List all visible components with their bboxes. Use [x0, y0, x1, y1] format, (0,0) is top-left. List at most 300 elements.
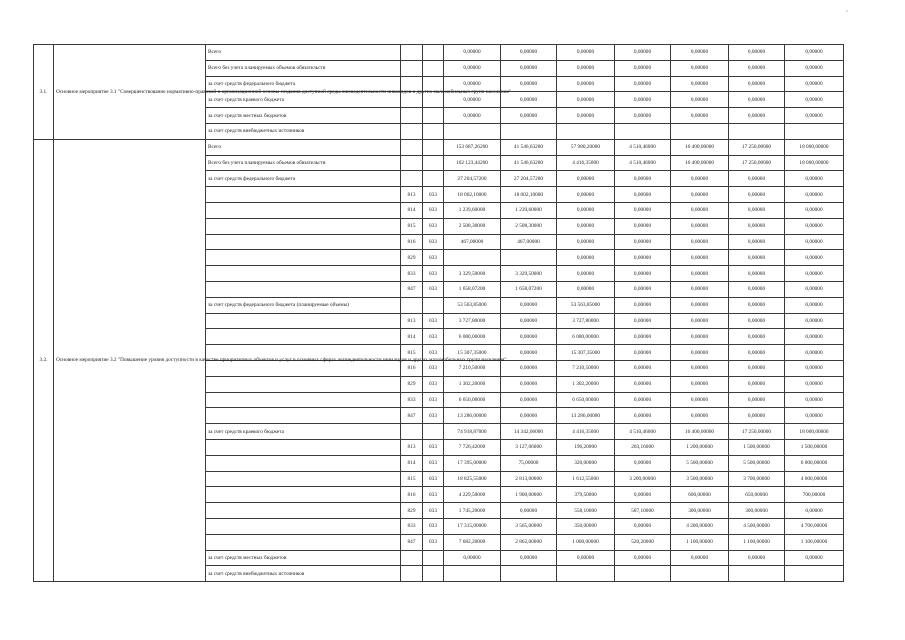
year-value: 320,00000 — [557, 455, 615, 471]
total-value: 17 395,00000 — [444, 455, 501, 471]
year-value: 0,00000 — [671, 187, 729, 203]
year-value: 300,00000 — [671, 503, 729, 519]
year-value: 0,00000 — [615, 297, 671, 313]
funding-source-label — [206, 329, 401, 345]
section-code — [423, 45, 444, 61]
year-value — [615, 123, 671, 139]
funding-source-label: за счет средств краевого бюджета — [206, 92, 401, 108]
year-value: 0,00000 — [557, 76, 615, 92]
grbs-code: 829 — [401, 503, 423, 519]
year-value: 1 500,00000 — [729, 439, 785, 455]
total-value: 17 315,00000 — [444, 518, 501, 534]
year-value: 0,00000 — [785, 313, 844, 329]
year-value: 0,00000 — [671, 313, 729, 329]
year-value: 2 813,00000 — [501, 471, 557, 487]
year-value: 17 250,00000 — [729, 139, 785, 155]
year-value: 0,00000 — [615, 360, 671, 376]
funding-source-label: за счет средств местных бюджетов — [206, 550, 401, 566]
year-value: 3 565,00000 — [501, 518, 557, 534]
year-value: 3 500,00000 — [671, 471, 729, 487]
funding-source-label — [206, 250, 401, 266]
grbs-code: 815 — [401, 471, 423, 487]
funding-source-label — [206, 439, 401, 455]
section-code: 033 — [423, 503, 444, 519]
funding-source-label — [206, 392, 401, 408]
funding-source-label — [206, 234, 401, 250]
section-code: 033 — [423, 392, 444, 408]
year-value: 0,00000 — [785, 108, 844, 124]
section-code — [423, 123, 444, 139]
year-value: 18 000,00000 — [785, 424, 844, 440]
funding-source-label — [206, 313, 401, 329]
year-value: 0,00000 — [501, 360, 557, 376]
year-value: 0,00000 — [785, 45, 844, 61]
section-code — [423, 171, 444, 187]
year-value: 600,00000 — [671, 487, 729, 503]
year-value: 0,00000 — [785, 345, 844, 361]
grbs-code: 816 — [401, 234, 423, 250]
year-value: 0,00000 — [729, 187, 785, 203]
year-value: 6 000,00000 — [785, 455, 844, 471]
total-value: 18 825,55000 — [444, 471, 501, 487]
year-value: 0,00000 — [615, 518, 671, 534]
year-value: 0,00000 — [501, 408, 557, 424]
year-value — [501, 123, 557, 139]
year-value: 196,20000 — [557, 439, 615, 455]
grbs-code: 833 — [401, 392, 423, 408]
year-value: 0,00000 — [501, 108, 557, 124]
year-value: 0,00000 — [501, 45, 557, 61]
total-value: 7 682,20000 — [444, 534, 501, 550]
year-value: 0,00000 — [671, 376, 729, 392]
year-value: 0,00000 — [785, 281, 844, 297]
year-value: 0,00000 — [785, 408, 844, 424]
year-value: 0,00000 — [501, 297, 557, 313]
funding-source-label — [206, 202, 401, 218]
year-value: 0,00000 — [557, 202, 615, 218]
year-value: 203,16000 — [615, 439, 671, 455]
page-corner-mark: , — [846, 4, 848, 13]
funding-source-label — [206, 408, 401, 424]
year-value: 3 329,50000 — [501, 266, 557, 282]
total-value: 4 229,50000 — [444, 487, 501, 503]
grbs-code: 847 — [401, 408, 423, 424]
section-code: 033 — [423, 202, 444, 218]
year-value: 75,00000 — [501, 455, 557, 471]
total-value: 0,00000 — [444, 60, 501, 76]
grbs-code: 847 — [401, 534, 423, 550]
grbs-code — [401, 171, 423, 187]
year-value: 0,00000 — [785, 171, 844, 187]
year-value: 4 500,00000 — [729, 518, 785, 534]
section-code: 033 — [423, 534, 444, 550]
year-value: 0,00000 — [501, 76, 557, 92]
section-code — [423, 550, 444, 566]
year-value: 0,00000 — [615, 266, 671, 282]
year-value — [671, 566, 729, 582]
section-code: 033 — [423, 360, 444, 376]
funding-source-label: за счет средств федерального бюджета (планируемые объемы) — [206, 297, 401, 313]
grbs-code: 813 — [401, 313, 423, 329]
year-value: 27 204,57200 — [501, 171, 557, 187]
year-value: 0,00000 — [671, 297, 729, 313]
year-value: 15 307,35000 — [557, 345, 615, 361]
year-value: 520,20000 — [615, 534, 671, 550]
year-value: 0,00000 — [671, 408, 729, 424]
year-value: 0,00000 — [615, 455, 671, 471]
grbs-code: 829 — [401, 376, 423, 392]
year-value: 0,00000 — [501, 60, 557, 76]
year-value: 0,00000 — [671, 218, 729, 234]
year-value: 0,00000 — [671, 345, 729, 361]
funding-source-label: за счет средств внебюджетных источников — [206, 123, 401, 139]
year-value: 0,00000 — [729, 266, 785, 282]
year-value: 0,00000 — [729, 171, 785, 187]
year-value: 0,00000 — [671, 329, 729, 345]
year-value: 0,00000 — [557, 266, 615, 282]
funding-source-label: Всего — [206, 45, 401, 61]
grbs-code: 829 — [401, 250, 423, 266]
year-value: 0,00000 — [729, 392, 785, 408]
year-value: 0,00000 — [729, 92, 785, 108]
funding-source-label: за счет средств краевого бюджета — [206, 424, 401, 440]
funding-source-label: за счет средств федерального бюджета — [206, 171, 401, 187]
table-row — [34, 139, 844, 155]
year-value: 467,00000 — [501, 234, 557, 250]
funding-source-label: Всего без учета планируемых объемов обязательств — [206, 60, 401, 76]
grbs-code — [401, 45, 423, 61]
year-value: 0,00000 — [501, 92, 557, 108]
funding-source-label — [206, 471, 401, 487]
year-value: 0,00000 — [785, 234, 844, 250]
year-value: 0,00000 — [729, 550, 785, 566]
total-value: 6 080,00000 — [444, 329, 501, 345]
year-value: 0,00000 — [729, 108, 785, 124]
year-value: 13 286,00000 — [557, 408, 615, 424]
year-value: 0,00000 — [671, 266, 729, 282]
section-code: 033 — [423, 439, 444, 455]
year-value: 2 508,30000 — [501, 218, 557, 234]
year-value: 0,00000 — [671, 45, 729, 61]
year-value: 0,00000 — [501, 392, 557, 408]
year-value: 379,50000 — [557, 487, 615, 503]
year-value: 4 510,46000 — [615, 139, 671, 155]
year-value: 0,00000 — [785, 503, 844, 519]
grbs-code — [401, 297, 423, 313]
year-value: 0,00000 — [557, 250, 615, 266]
total-value: 1 745,20000 — [444, 503, 501, 519]
year-value: 4 416,35000 — [557, 424, 615, 440]
year-value — [785, 566, 844, 582]
year-value: 0,00000 — [729, 408, 785, 424]
total-value: 15 307,35000 — [444, 345, 501, 361]
total-value: 7 726,42000 — [444, 439, 501, 455]
funding-source-label — [206, 376, 401, 392]
grbs-code: 814 — [401, 329, 423, 345]
total-value — [444, 566, 501, 582]
year-value: 0,00000 — [501, 550, 557, 566]
grbs-code: 814 — [401, 202, 423, 218]
grbs-code — [401, 108, 423, 124]
year-value — [557, 123, 615, 139]
total-value: 102 123,44200 — [444, 155, 501, 171]
year-value: 0,00000 — [615, 487, 671, 503]
total-value: 18 002,10000 — [444, 187, 501, 203]
year-value: 0,00000 — [671, 108, 729, 124]
year-value: 3 700,00000 — [729, 471, 785, 487]
year-value: 3 727,80000 — [557, 313, 615, 329]
year-value: 0,00000 — [557, 60, 615, 76]
section-code — [423, 139, 444, 155]
year-value: 0,00000 — [615, 218, 671, 234]
year-value: 0,00000 — [557, 92, 615, 108]
funding-source-label: Всего без учета планируемых объемов обязательств — [206, 155, 401, 171]
year-value: 0,00000 — [615, 550, 671, 566]
year-value: 6 650,00000 — [557, 392, 615, 408]
year-value: 0,00000 — [729, 60, 785, 76]
section-index: 3.1. — [34, 45, 54, 140]
year-value: 587,10000 — [615, 503, 671, 519]
total-value: 1 658,07200 — [444, 281, 501, 297]
year-value: 0,00000 — [671, 360, 729, 376]
year-value: 0,00000 — [785, 266, 844, 282]
year-value: 18 000,00000 — [785, 139, 844, 155]
total-value: 3 727,80000 — [444, 313, 501, 329]
year-value: 16 400,00000 — [671, 155, 729, 171]
section-code: 033 — [423, 518, 444, 534]
year-value: 0,00000 — [557, 108, 615, 124]
year-value: 41 546,63200 — [501, 155, 557, 171]
section-code: 033 — [423, 471, 444, 487]
year-value: 0,00000 — [785, 60, 844, 76]
year-value: 0,00000 — [671, 234, 729, 250]
year-value: 650,00000 — [729, 487, 785, 503]
year-value — [615, 566, 671, 582]
funding-source-label — [206, 455, 401, 471]
year-value: 0,00000 — [615, 376, 671, 392]
section-code: 033 — [423, 187, 444, 203]
total-value: 6 650,00000 — [444, 392, 501, 408]
grbs-code — [401, 123, 423, 139]
year-value: 57 980,20000 — [557, 139, 615, 155]
year-value: 0,00000 — [557, 281, 615, 297]
year-value: 0,00000 — [615, 408, 671, 424]
year-value: 0,00000 — [729, 218, 785, 234]
section-code: 033 — [423, 266, 444, 282]
year-value: 18 002,10000 — [501, 187, 557, 203]
year-value: 558,10000 — [557, 503, 615, 519]
year-value: 18 000,00000 — [785, 155, 844, 171]
section-code — [423, 424, 444, 440]
total-value: 1 239,60000 — [444, 202, 501, 218]
year-value: 0,00000 — [729, 376, 785, 392]
total-value: 53 563,85000 — [444, 297, 501, 313]
total-value: 0,00000 — [444, 550, 501, 566]
year-value: 0,00000 — [671, 76, 729, 92]
total-value: 3 329,50000 — [444, 266, 501, 282]
total-value: 153 687,26200 — [444, 139, 501, 155]
year-value — [501, 566, 557, 582]
year-value: 0,00000 — [615, 187, 671, 203]
year-value: 0,00000 — [671, 550, 729, 566]
year-value: 1 612,55000 — [557, 471, 615, 487]
grbs-code: 814 — [401, 455, 423, 471]
year-value: 0,00000 — [615, 60, 671, 76]
grbs-code: 847 — [401, 281, 423, 297]
section-description: Основное мероприятие 3.2 "Повышение уровня доступности в качестве приоритетных объектов и услуг в основных сферах жизнедеятельности инвалидов и других маломобильных групп населения" — [54, 139, 206, 581]
funding-source-label — [206, 534, 401, 550]
year-value: 700,00000 — [785, 487, 844, 503]
total-value: 467,00000 — [444, 234, 501, 250]
section-code: 033 — [423, 313, 444, 329]
year-value: 7 210,50000 — [557, 360, 615, 376]
section-code: 033 — [423, 487, 444, 503]
year-value: 0,00000 — [671, 171, 729, 187]
year-value: 0,00000 — [729, 250, 785, 266]
year-value: 1 658,07200 — [501, 281, 557, 297]
year-value: 0,00000 — [557, 187, 615, 203]
year-value: 0,00000 — [729, 360, 785, 376]
year-value — [785, 123, 844, 139]
section-code: 033 — [423, 250, 444, 266]
year-value: 0,00000 — [785, 329, 844, 345]
table-row — [34, 45, 844, 61]
year-value: 0,00000 — [785, 376, 844, 392]
year-value: 0,00000 — [729, 76, 785, 92]
year-value: 53 563,85000 — [557, 297, 615, 313]
total-value: 0,00000 — [444, 76, 501, 92]
year-value: 1 239,60000 — [501, 202, 557, 218]
year-value: 4 000,00000 — [785, 471, 844, 487]
year-value: 6 080,00000 — [557, 329, 615, 345]
year-value: 0,00000 — [615, 76, 671, 92]
year-value: 0,00000 — [785, 297, 844, 313]
budget-table — [33, 44, 844, 582]
year-value — [501, 250, 557, 266]
total-value — [444, 123, 501, 139]
year-value: 0,00000 — [615, 45, 671, 61]
grbs-code — [401, 550, 423, 566]
year-value: 5 500,00000 — [729, 455, 785, 471]
year-value: 0,00000 — [785, 76, 844, 92]
year-value: 350,00000 — [557, 518, 615, 534]
funding-source-label: за счет средств местных бюджетов — [206, 108, 401, 124]
year-value: 3 127,06000 — [501, 439, 557, 455]
year-value: 0,00000 — [671, 250, 729, 266]
year-value: 0,00000 — [557, 171, 615, 187]
year-value: 1 500,00000 — [785, 439, 844, 455]
grbs-code: 813 — [401, 187, 423, 203]
section-code — [423, 60, 444, 76]
year-value: 0,00000 — [729, 202, 785, 218]
year-value: 4 510,46000 — [615, 155, 671, 171]
year-value: 0,00000 — [671, 281, 729, 297]
year-value: 1 100,00000 — [671, 534, 729, 550]
year-value: 0,00000 — [615, 392, 671, 408]
year-value: 17 250,00000 — [729, 155, 785, 171]
year-value: 0,00000 — [557, 550, 615, 566]
year-value: 0,00000 — [615, 202, 671, 218]
total-value: 0,00000 — [444, 92, 501, 108]
grbs-code: 833 — [401, 518, 423, 534]
section-code — [423, 108, 444, 124]
funding-source-label — [206, 266, 401, 282]
grbs-code — [401, 566, 423, 582]
grbs-code — [401, 424, 423, 440]
funding-source-label — [206, 187, 401, 203]
section-code: 033 — [423, 329, 444, 345]
year-value — [557, 566, 615, 582]
year-value: 0,00000 — [615, 108, 671, 124]
year-value: 0,00000 — [785, 550, 844, 566]
year-value: 0,00000 — [501, 376, 557, 392]
total-value: 13 286,00000 — [444, 408, 501, 424]
year-value: 0,00000 — [615, 313, 671, 329]
year-value: 0,00000 — [785, 392, 844, 408]
year-value: 0,00000 — [557, 45, 615, 61]
year-value: 0,00000 — [615, 345, 671, 361]
year-value — [729, 566, 785, 582]
total-value: 7 210,50000 — [444, 360, 501, 376]
total-value — [444, 250, 501, 266]
total-value: 27 204,57200 — [444, 171, 501, 187]
year-value: 1 302,20000 — [557, 376, 615, 392]
grbs-code: 813 — [401, 439, 423, 455]
year-value: 0,00000 — [729, 297, 785, 313]
total-value: 0,00000 — [444, 45, 501, 61]
year-value — [671, 123, 729, 139]
year-value: 5 500,00000 — [671, 455, 729, 471]
year-value: 1 900,00000 — [501, 487, 557, 503]
year-value: 41 546,63200 — [501, 139, 557, 155]
budget-sheet — [33, 44, 844, 582]
year-value: 0,00000 — [557, 218, 615, 234]
total-value: 74 918,87000 — [444, 424, 501, 440]
year-value: 0,00000 — [671, 202, 729, 218]
section-code: 033 — [423, 218, 444, 234]
year-value: 0,00000 — [729, 281, 785, 297]
funding-source-label — [206, 518, 401, 534]
year-value: 16 400,00000 — [671, 424, 729, 440]
year-value: 4 700,00000 — [785, 518, 844, 534]
section-code: 033 — [423, 376, 444, 392]
year-value: 16 400,00000 — [671, 139, 729, 155]
section-code: 033 — [423, 234, 444, 250]
grbs-code: 816 — [401, 487, 423, 503]
year-value: 0,00000 — [671, 92, 729, 108]
year-value: 0,00000 — [785, 218, 844, 234]
grbs-code: 815 — [401, 218, 423, 234]
budget-table-body — [34, 45, 844, 582]
grbs-code: 816 — [401, 360, 423, 376]
section-code: 033 — [423, 281, 444, 297]
section-code — [423, 155, 444, 171]
year-value: 0,00000 — [615, 92, 671, 108]
section-code: 033 — [423, 345, 444, 361]
grbs-code: 815 — [401, 345, 423, 361]
total-value: 0,00000 — [444, 108, 501, 124]
year-value — [729, 123, 785, 139]
year-value: 17 250,00000 — [729, 424, 785, 440]
year-value: 0,00000 — [501, 329, 557, 345]
grbs-code — [401, 60, 423, 76]
year-value: 0,00000 — [729, 329, 785, 345]
year-value: 0,00000 — [785, 92, 844, 108]
year-value: 4 416,35000 — [557, 155, 615, 171]
year-value: 0,00000 — [671, 60, 729, 76]
funding-source-label — [206, 218, 401, 234]
year-value: 4 200,00000 — [671, 518, 729, 534]
